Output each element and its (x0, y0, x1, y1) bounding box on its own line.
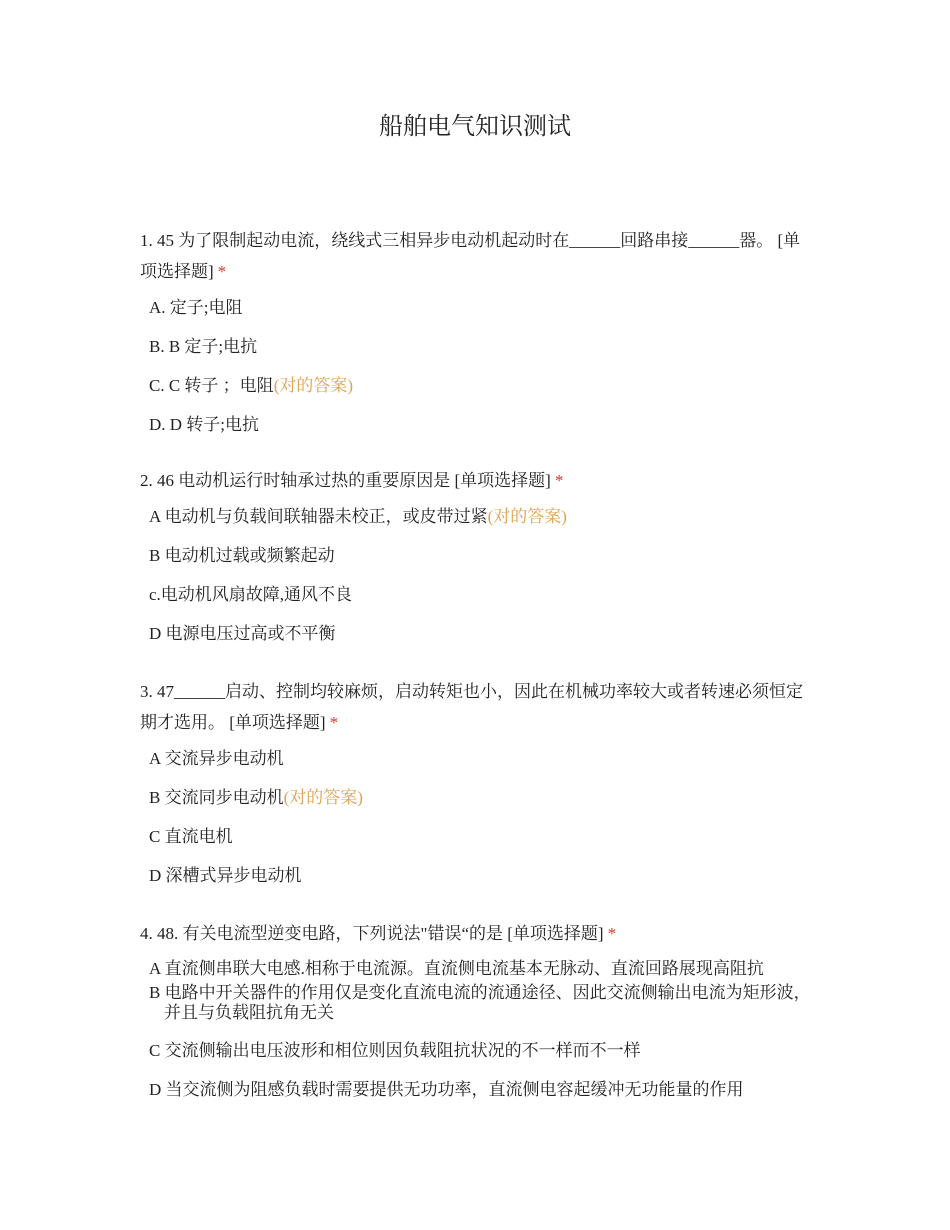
option-b[interactable] (149, 336, 812, 358)
correct-answer-mark: (对的答案) (273, 376, 354, 395)
option-a[interactable] (149, 748, 812, 770)
question-stem (140, 676, 812, 738)
option-a[interactable] (149, 959, 812, 979)
option-text: B 交流同步电动机 (149, 788, 284, 807)
option-text: A. 定子;电阻 (149, 298, 243, 317)
option-d[interactable] (149, 623, 812, 645)
option-text: D 当交流侧为阻感负载时需要提供无功功率，直流侧电容起缓冲无功能量的作用 (149, 1080, 744, 1099)
question-3 (140, 676, 812, 887)
option-d[interactable] (149, 1079, 812, 1101)
option-text: B 电动机过载或频繁起动 (149, 546, 335, 565)
question-2 (140, 465, 812, 645)
option-a[interactable] (149, 297, 812, 319)
option-c[interactable] (149, 826, 812, 848)
correct-answer-mark: (对的答案) (283, 788, 363, 807)
question-stem (140, 465, 812, 496)
option-c[interactable] (149, 375, 812, 397)
option-text: C. C 转子 ；电阻 (149, 376, 274, 395)
option-text: D 电源电压过高或不平衡 (149, 624, 336, 643)
option-text: C 直流电机 (149, 827, 233, 846)
question-text: 4. 48. 有关电流型逆变电路，下列说法"错误“的是 [单项选择题] (140, 924, 604, 943)
option-d[interactable] (149, 865, 812, 887)
option-text: A 直流侧串联大电感.相称于电流源。直流侧电流基本无脉动、直流回路展现高阻抗 (149, 959, 764, 978)
required-marker: * (217, 262, 227, 281)
option-text: D. D 转子;电抗 (149, 415, 260, 434)
question-text: 3. 47______启动、控制均较麻烦，启动转矩也小，因此在机械功率较大或者转速必须恒定期才选用。 [单项选择题] (140, 682, 803, 732)
option-b[interactable] (149, 545, 812, 567)
required-marker: * (329, 713, 339, 732)
option-text: D 深槽式异步电动机 (149, 866, 302, 885)
option-text: B 电路中开关器件的作用仅是变化直流电流的流通途径、因此交流侧输出电流为矩形波，并且与负载阻抗角无关 (149, 983, 811, 1022)
page-title: 船舶电气知识测试 (379, 114, 571, 140)
question-1 (140, 225, 812, 436)
required-marker: * (554, 471, 564, 490)
question-4 (140, 918, 812, 1101)
option-c[interactable] (149, 1040, 812, 1062)
option-text: C 交流侧输出电压波形和相位则因负载阻抗状况的不一样而不一样 (149, 1041, 641, 1060)
option-a[interactable] (149, 506, 812, 528)
option-text: A 电动机与负载间联轴器未校正，或皮带过紧 (149, 507, 488, 526)
option-d[interactable] (149, 414, 812, 436)
option-text: A 交流异步电动机 (149, 749, 284, 768)
question-stem (140, 225, 812, 287)
option-b[interactable] (149, 983, 812, 1023)
required-marker: * (607, 924, 617, 943)
option-b[interactable] (149, 787, 812, 809)
option-text: c.电动机风扇故障,通风不良 (149, 585, 353, 604)
option-text: B. B 定子;电抗 (149, 337, 258, 356)
correct-answer-mark: (对的答案) (487, 507, 567, 526)
question-stem (140, 918, 812, 949)
question-text: 2. 46 电动机运行时轴承过热的重要原因是 [单项选择题] (140, 471, 551, 490)
option-c[interactable] (149, 584, 812, 606)
question-text: 1. 45 为了限制起动电流，绕线式三相异步电动机起动时在______回路串接______器。 [单项选择题] (140, 231, 801, 281)
